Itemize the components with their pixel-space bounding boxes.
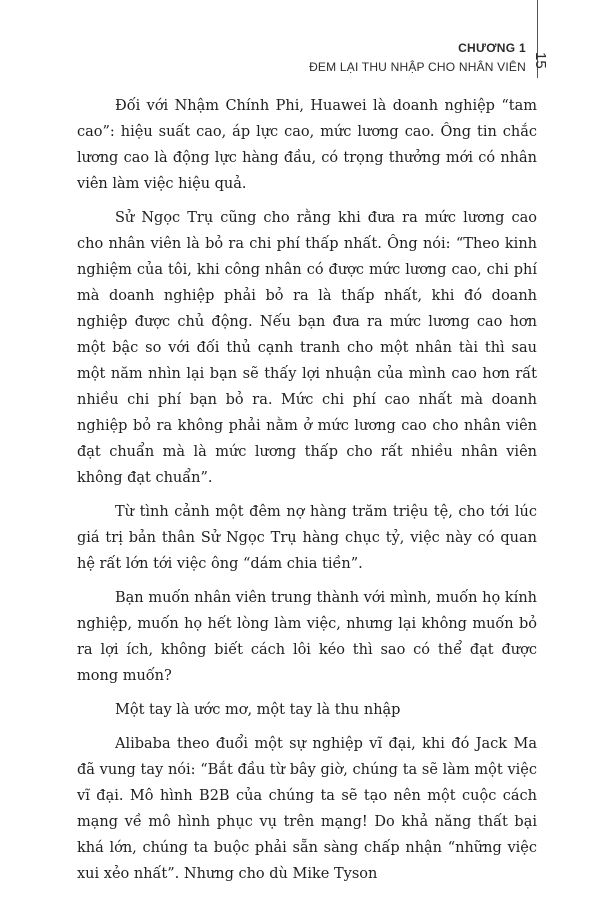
paragraph: Sử Ngọc Trụ cũng cho rằng khi đưa ra mức lương cao cho nhân viên là bỏ ra chi phí thấp nhất. Ông nói: “Theo kinh nghiệm của tôi, khi công nhân có được mức lương cao, chi phí mà doanh nghiệp phải bỏ ra là thấp nhất, khi đó doanh nghiệp được chủ động. Nếu bạn đưa ra mức lương cao hơn một bậc so với đối thủ cạnh tranh cho một nhân tài thì sau một năm nhìn lại bạn sẽ thấy lợi nhuận của mình cao hơn rất nhiều chi phí bạn bỏ ra. Mức chi phí cao nhất mà doanh nghiệp bỏ ra không phải nằm ở mức lương cao cho nhân viên đạt chuẩn mà là mức lương thấp cho rất nhiều nhân viên không đạt chuẩn”. — [77, 210, 537, 486]
chapter-title: ĐEM LẠI THU NHẬP CHO NHÂN VIÊN — [309, 60, 526, 74]
chapter-label: CHƯƠNG 1 — [458, 41, 526, 55]
running-header — [309, 40, 526, 76]
body-text — [77, 93, 537, 895]
page-number: 15 — [532, 52, 549, 69]
paragraph: Một tay là ước mơ, một tay là thu nhập — [115, 702, 401, 718]
paragraph: Từ tình cảnh một đêm nợ hàng trăm triệu tệ, cho tới lúc giá trị bản thân Sử Ngọc Trụ hàng chục tỷ, việc này có quan hệ rất lớn tới việc ông “dám chia tiền”. — [77, 504, 537, 572]
paragraph: Đối với Nhậm Chính Phi, Huawei là doanh nghiệp “tam cao”: hiệu suất cao, áp lực cao, mức lương cao. Ông tin chắc lương cao là động lực hàng đầu, có trọng thưởng mới có nhân viên làm việc hiệu quả. — [77, 98, 537, 192]
paragraph: Alibaba theo đuổi một sự nghiệp vĩ đại, khi đó Jack Ma đã vung tay nói: “Bắt đầu từ bây giờ, chúng ta sẽ làm một việc vĩ đại. Mô hình B2B của chúng ta sẽ tạo nên một cuộc cách mạng về mô hình phục vụ trên mạng! Do khả năng thất bại khá lớn, chúng ta buộc phải sẵn sàng chấp nhận “những việc xui xẻo nhất”. Nhưng cho dù Mike Tyson — [77, 736, 537, 882]
paragraph: Bạn muốn nhân viên trung thành với mình, muốn họ kính nghiệp, muốn họ hết lòng làm việc, nhưng lại không muốn bỏ ra lợi ích, không biết cách lôi kéo thì sao có thể đạt được mong muốn? — [77, 590, 537, 684]
